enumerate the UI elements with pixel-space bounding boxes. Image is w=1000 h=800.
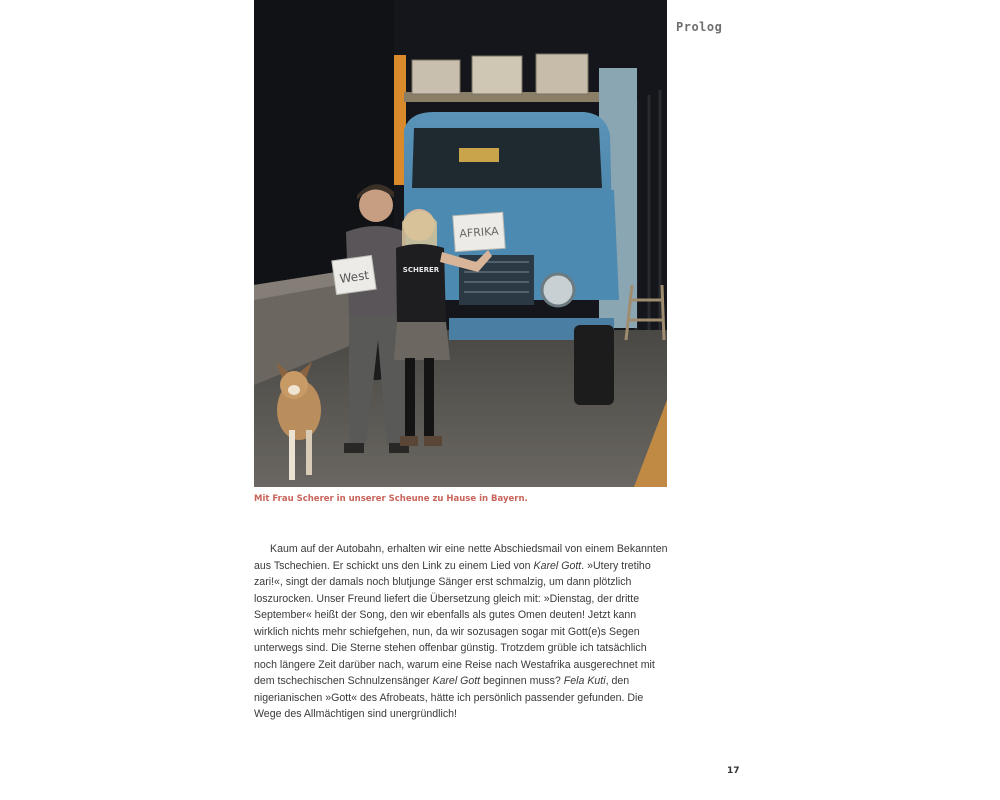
name-karel-gott-1: Karel Gott bbox=[533, 559, 582, 572]
body-text bbox=[254, 541, 670, 723]
svg-text:AFRIKA: AFRIKA bbox=[458, 224, 500, 241]
shirt-print: SCHERER bbox=[402, 266, 440, 274]
name-karel-gott-2: Karel Gott bbox=[432, 675, 481, 687]
section-title: Prolog bbox=[676, 20, 723, 34]
photo-illustration bbox=[254, 0, 667, 487]
text-run-2: . »Utery tretiho zari!«, singt der damals noch blutjunge Sänger erst schmalzig, um dann plötzlich loszurocken. Unser Freund liefert die Übersetzung gleich mit: »Dienstag, der dritte September« heißt der Song, den wir ebenfalls als gutes Omen deuten! Jetzt kann wirklich nichts mehr schiefgehen, nun, da wir sozusagen sogar mit Gott(e)s Segen unterwegs sind. Die Sterne stehen offenbar günstig. Trotzdem grüble ich tatsächlich noch längere Zeit darüber nach, warum eine Reise nach Westafrika ausgerechnet mit dem tschechischen Schnulzensänger bbox=[254, 559, 655, 687]
paragraph bbox=[254, 541, 670, 723]
barn-photo bbox=[254, 0, 667, 487]
name-fela-kuti: Fela Kuti bbox=[563, 675, 606, 687]
text-run-4: , den nigerianischen »Gott« des Afrobeats, hätte ich persönlich passender gefunden. Die Wege des Allmächtigen sind unergründlich! bbox=[254, 675, 644, 720]
sign-west bbox=[332, 255, 376, 294]
text-run-1: Kaum auf der Autobahn, erhalten wir eine nette Abschiedsmail von einem Bekannten aus Tschechien. Er schickt uns den Link zu einem Lied von bbox=[254, 543, 668, 572]
text-run-3: beginnen muss? bbox=[480, 675, 564, 687]
photo-caption: Mit Frau Scherer in unserer Scheune zu Hause in Bayern. bbox=[254, 494, 528, 504]
svg-text:West: West bbox=[338, 267, 370, 286]
sign-afrika bbox=[453, 212, 505, 251]
page-number: 17 bbox=[727, 766, 740, 776]
